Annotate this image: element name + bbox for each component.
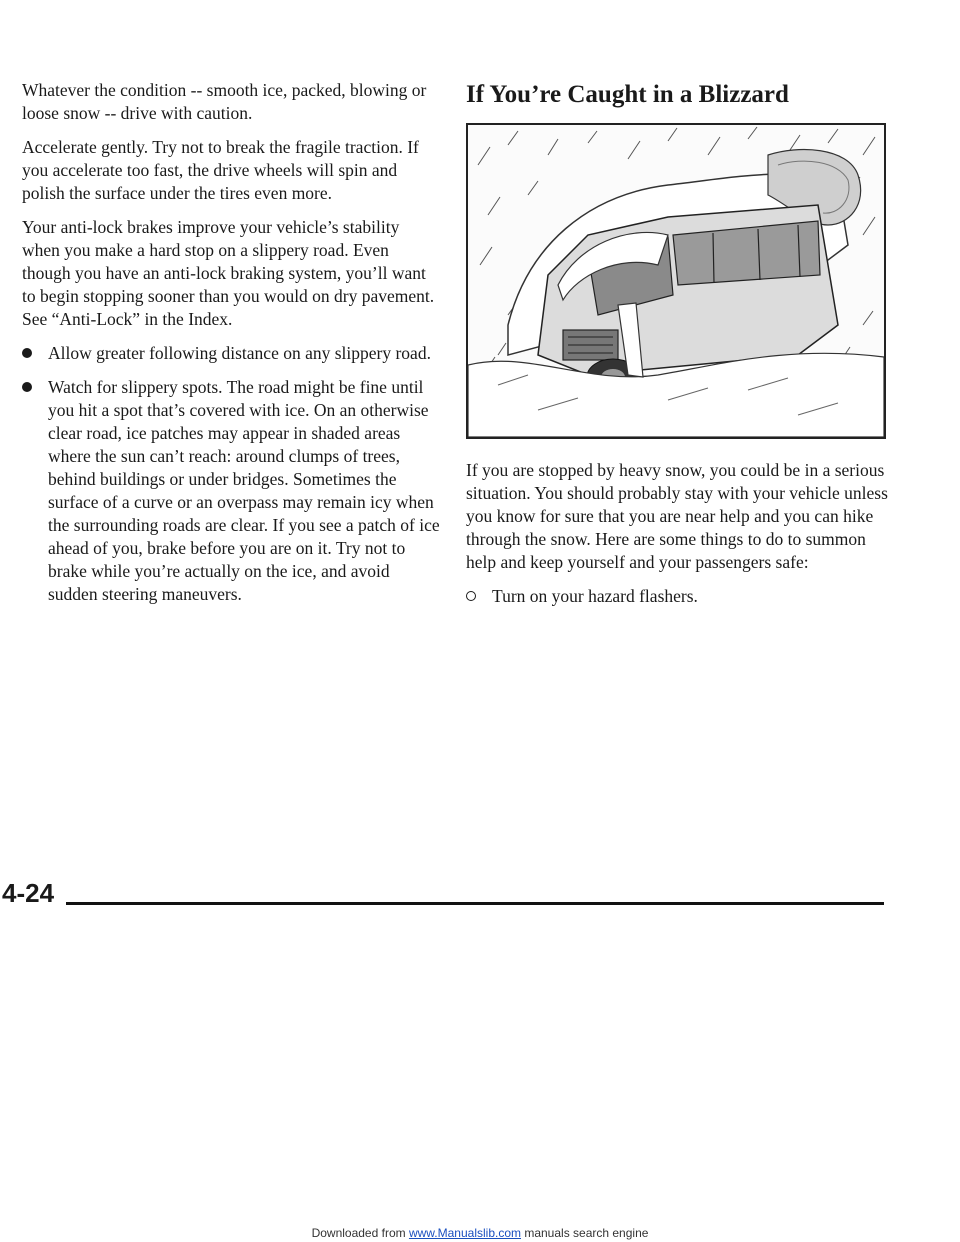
bullet-icon: [22, 348, 32, 358]
list-item: [22, 376, 440, 606]
list-item-text: Watch for slippery spots. The road might be fine until you hit a spot that’s covered with ice. On an otherwise clear road, ice patches may appear in shaded areas where the sun can’t reach: around clumps of trees, behind buildings or under bridges. Sometimes the surface of a curve or an overpass may remain icy when the surrounding roads are clear. If you see a patch of ice ahead of you, brake before you are on it. Try not to brake while you’re actually on the ice, and avoid sudden steering maneuvers.: [48, 377, 440, 604]
snowed-in-van-image: [468, 125, 884, 437]
list-item: [22, 342, 440, 365]
list-item-text: Allow greater following distance on any slippery road.: [48, 343, 431, 363]
bullet-list-right: [466, 585, 894, 608]
watermark-prefix: Downloaded from: [311, 1226, 409, 1240]
download-watermark: [0, 1226, 960, 1240]
paragraph-accelerate: Accelerate gently. Try not to break the fragile traction. If you accelerate too fast, the drive wheels will spin and polish the surface under the tires even more.: [22, 137, 419, 203]
paragraph-anti-lock: Your anti-lock brakes improve your vehicle’s stability when you make a hard stop on a slippery road. Even though you have an anti-lock braking system, you’ll want to begin stopping sooner than you would on dry pavement. See “Anti-Lock” in the Index.: [22, 217, 435, 329]
bullet-icon: [466, 591, 476, 601]
page-number: 4-24: [2, 878, 55, 908]
bullet-list: [22, 342, 440, 606]
footer-divider: [66, 902, 884, 905]
left-column: [22, 79, 440, 617]
right-column: [466, 79, 894, 619]
manualslib-link[interactable]: www.Manualslib.com: [408, 1226, 521, 1240]
section-heading: If You’re Caught in a Blizzard: [466, 81, 789, 108]
paragraph-stopped-by-snow: If you are stopped by heavy snow, you could be in a serious situation. You should probably stay with your vehicle unless you know for sure that you are near help and you can hike through the snow. Here are some things to do to summon help and keep yourself and your passengers safe:: [466, 460, 888, 572]
list-item-text: Turn on your hazard flashers.: [492, 586, 698, 606]
list-item: [466, 585, 894, 608]
watermark-suffix: manuals search engine: [521, 1226, 649, 1240]
blizzard-van-illustration: [466, 123, 886, 439]
paragraph-condition: Whatever the condition -- smooth ice, packed, blowing or loose snow -- drive with caution.: [22, 80, 427, 123]
bullet-icon: [22, 382, 32, 392]
